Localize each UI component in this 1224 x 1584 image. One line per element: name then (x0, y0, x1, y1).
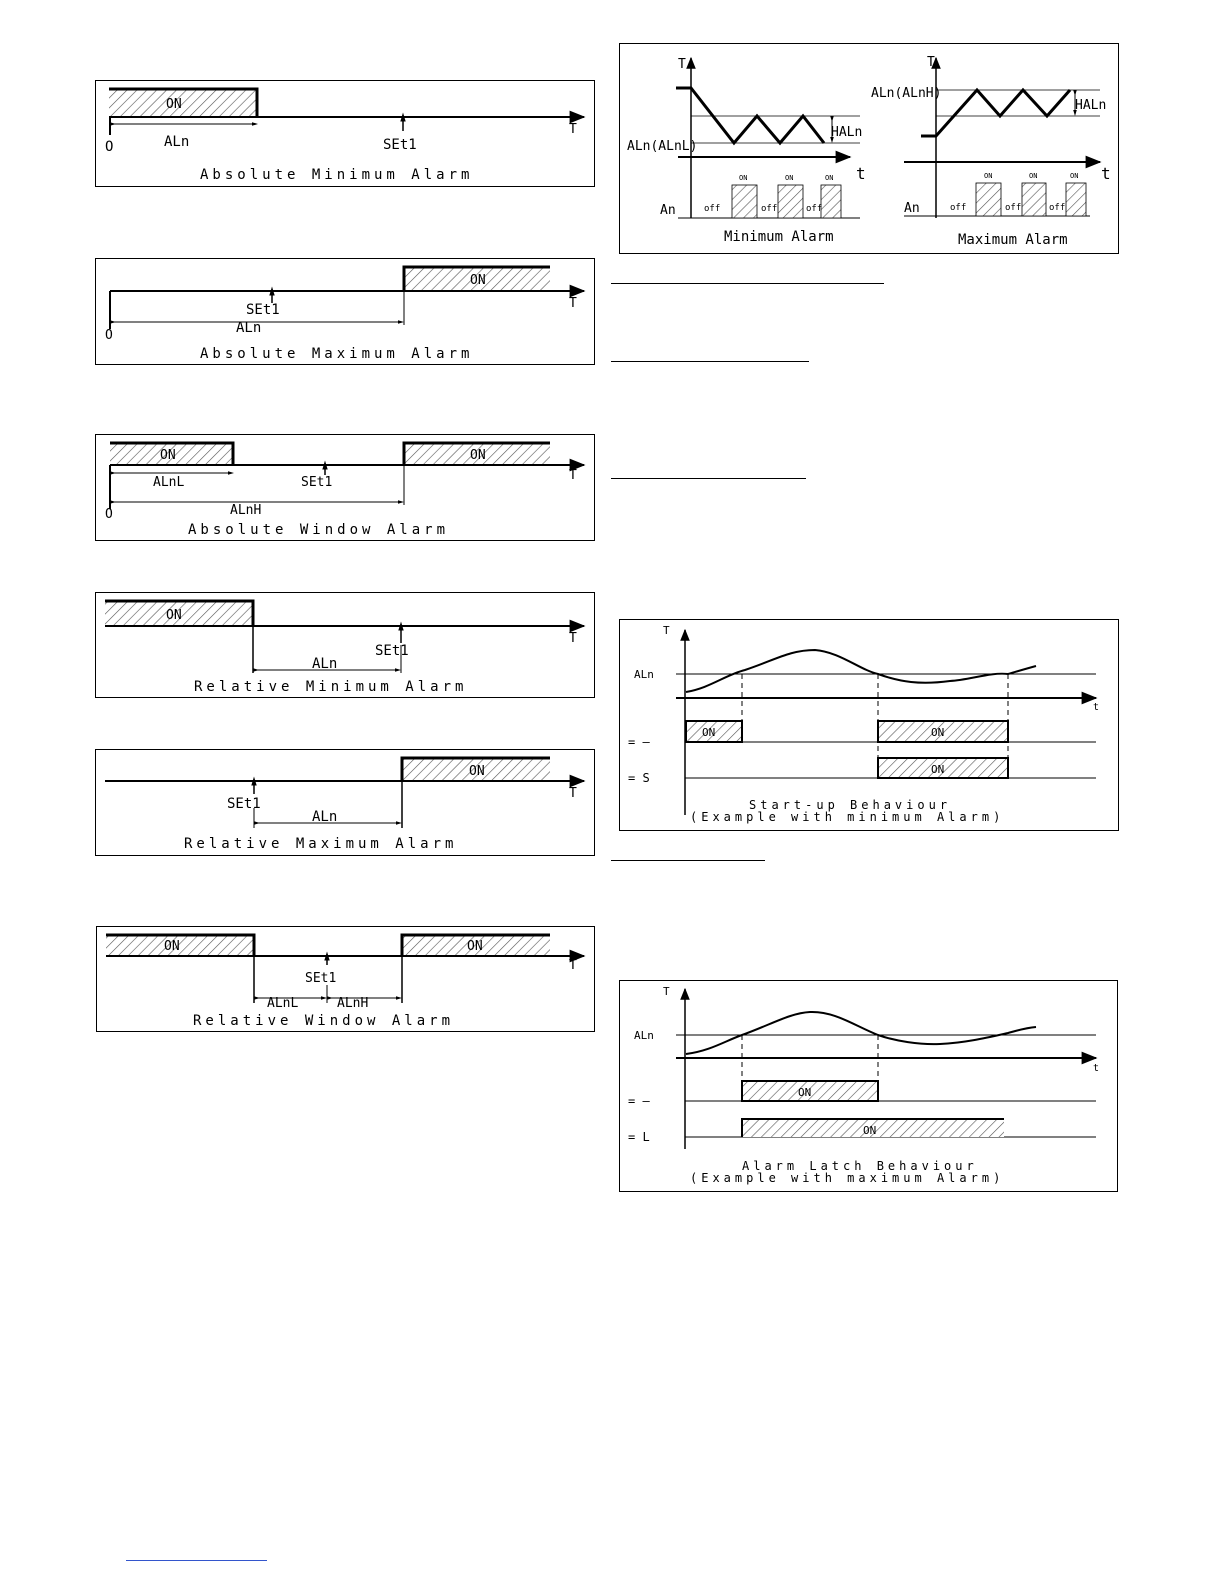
axis-t-label: T (569, 631, 577, 646)
row-l-label: = L (628, 1130, 650, 1144)
on-small-label: ON (785, 174, 794, 182)
axis-t-lower-label: t (1093, 1063, 1100, 1074)
latch-title: Alarm Latch Behaviour (742, 1159, 978, 1173)
startup-svg (620, 620, 1118, 830)
on-label: ON (798, 1086, 812, 1099)
maximum-alarm-caption: Maximum Alarm (958, 232, 1068, 248)
rel-min-svg (96, 593, 594, 697)
alarm-latch-behaviour-diagram (619, 980, 1118, 1192)
rel-max-svg (96, 750, 594, 855)
axis-t-lower-label: t (1093, 702, 1100, 713)
zero-label: O (105, 328, 113, 343)
on-label: ON (164, 939, 180, 954)
section-heading-underline (611, 860, 765, 861)
an-label: An (660, 203, 676, 218)
latch-subtitle: (Example with maximum Alarm) (690, 1171, 1005, 1185)
row-none-label: = — (628, 735, 650, 749)
hyst-label: HALn (831, 125, 863, 140)
aln-label: ALn (312, 809, 338, 825)
on-small-label: ON (1070, 172, 1079, 180)
section-heading-underline (611, 478, 806, 479)
aln-label: ALn (634, 668, 654, 681)
abs-min-svg (96, 81, 594, 186)
latch-svg (620, 981, 1117, 1191)
on-label: ON (863, 1124, 877, 1137)
row-none-label: = — (628, 1094, 650, 1108)
set1-label: SEt1 (305, 971, 337, 986)
axis-t-label: T (569, 468, 577, 483)
absolute-maximum-alarm-diagram (95, 258, 595, 365)
alnh-label: ALnH (337, 996, 369, 1011)
on-label: ON (470, 448, 486, 463)
axis-t-lower-label: t (1101, 164, 1111, 183)
axis-t-lower-label: t (856, 164, 866, 183)
axis-t-label: T (663, 624, 670, 637)
diagram-caption: Relative Window Alarm (193, 1013, 455, 1029)
set1-label: SEt1 (301, 475, 333, 490)
section-heading-underline (611, 283, 884, 284)
footer-link-underline (126, 1560, 267, 1561)
aln-label: ALn (236, 320, 262, 336)
on-label: ON (702, 726, 716, 739)
absolute-minimum-alarm-diagram (95, 80, 595, 187)
relative-minimum-alarm-diagram (95, 592, 595, 698)
set1-label: SEt1 (375, 643, 409, 659)
axis-t-label: T (569, 296, 577, 311)
aln-label: ALn (634, 1029, 654, 1042)
alnh-label: ALnH (230, 503, 262, 518)
on-small-label: ON (825, 174, 834, 182)
on-small-label: ON (1029, 172, 1038, 180)
an-label: An (904, 201, 920, 216)
alnl-label: ALnL (267, 996, 299, 1011)
on-label: ON (467, 939, 483, 954)
off-label: off (1005, 203, 1022, 213)
off-label: off (1049, 203, 1066, 213)
aln-alnh-label: ALn(ALnH) (871, 86, 942, 101)
absolute-window-alarm-diagram (95, 434, 595, 541)
axis-t-label: T (663, 985, 670, 998)
on-label: ON (166, 608, 182, 623)
relative-window-alarm-diagram (96, 926, 595, 1032)
axis-t-label: T (569, 786, 577, 801)
alnl-label: ALnL (153, 475, 185, 490)
on-label: ON (470, 273, 486, 288)
diagram-caption: Relative Maximum Alarm (184, 836, 458, 852)
abs-win-svg (96, 435, 594, 540)
axis-t-label: T (569, 122, 577, 137)
startup-behaviour-diagram (619, 619, 1119, 831)
diagram-caption: Absolute Window Alarm (188, 522, 450, 538)
startup-subtitle: (Example with minimum Alarm) (690, 810, 1005, 824)
diagram-caption: Absolute Minimum Alarm (200, 167, 474, 183)
on-label: ON (931, 763, 945, 776)
off-label: off (806, 204, 823, 214)
diagram-caption: Relative Minimum Alarm (194, 679, 468, 695)
hyst-label: HALn (1075, 98, 1107, 113)
aln-alnl-label: ALn(ALnL) (627, 139, 698, 154)
rel-win-svg (97, 927, 594, 1031)
set1-label: SEt1 (227, 796, 261, 812)
on-region-low (106, 935, 254, 956)
zero-label: O (105, 139, 114, 155)
hysteresis-svg (620, 44, 1118, 253)
relative-maximum-alarm-diagram (95, 749, 595, 856)
axis-t-label: T (569, 958, 577, 973)
on-label: ON (469, 764, 485, 779)
row-s-label: = S (628, 771, 650, 785)
axis-t-label: T (678, 57, 686, 72)
set1-label: SEt1 (246, 302, 280, 318)
on-label: ON (931, 726, 945, 739)
hysteresis-alarm-diagram (619, 43, 1119, 254)
on-region (109, 89, 257, 117)
section-heading-underline (611, 361, 809, 362)
off-label: off (704, 204, 721, 214)
zero-label: O (105, 507, 113, 522)
on-label: ON (160, 448, 176, 463)
diagram-caption: Absolute Maximum Alarm (200, 346, 474, 362)
on-small-label: ON (984, 172, 993, 180)
off-label: off (950, 203, 967, 213)
minimum-alarm-caption: Minimum Alarm (724, 229, 834, 245)
on-label: ON (166, 97, 182, 112)
set1-label: SEt1 (383, 137, 417, 153)
aln-label: ALn (312, 656, 338, 672)
off-label: off (761, 204, 778, 214)
aln-label: ALn (164, 134, 190, 150)
axis-t-label: T (927, 55, 935, 70)
on-small-label: ON (739, 174, 748, 182)
abs-max-svg (96, 259, 594, 364)
startup-title: Start-up Behaviour (749, 798, 952, 812)
